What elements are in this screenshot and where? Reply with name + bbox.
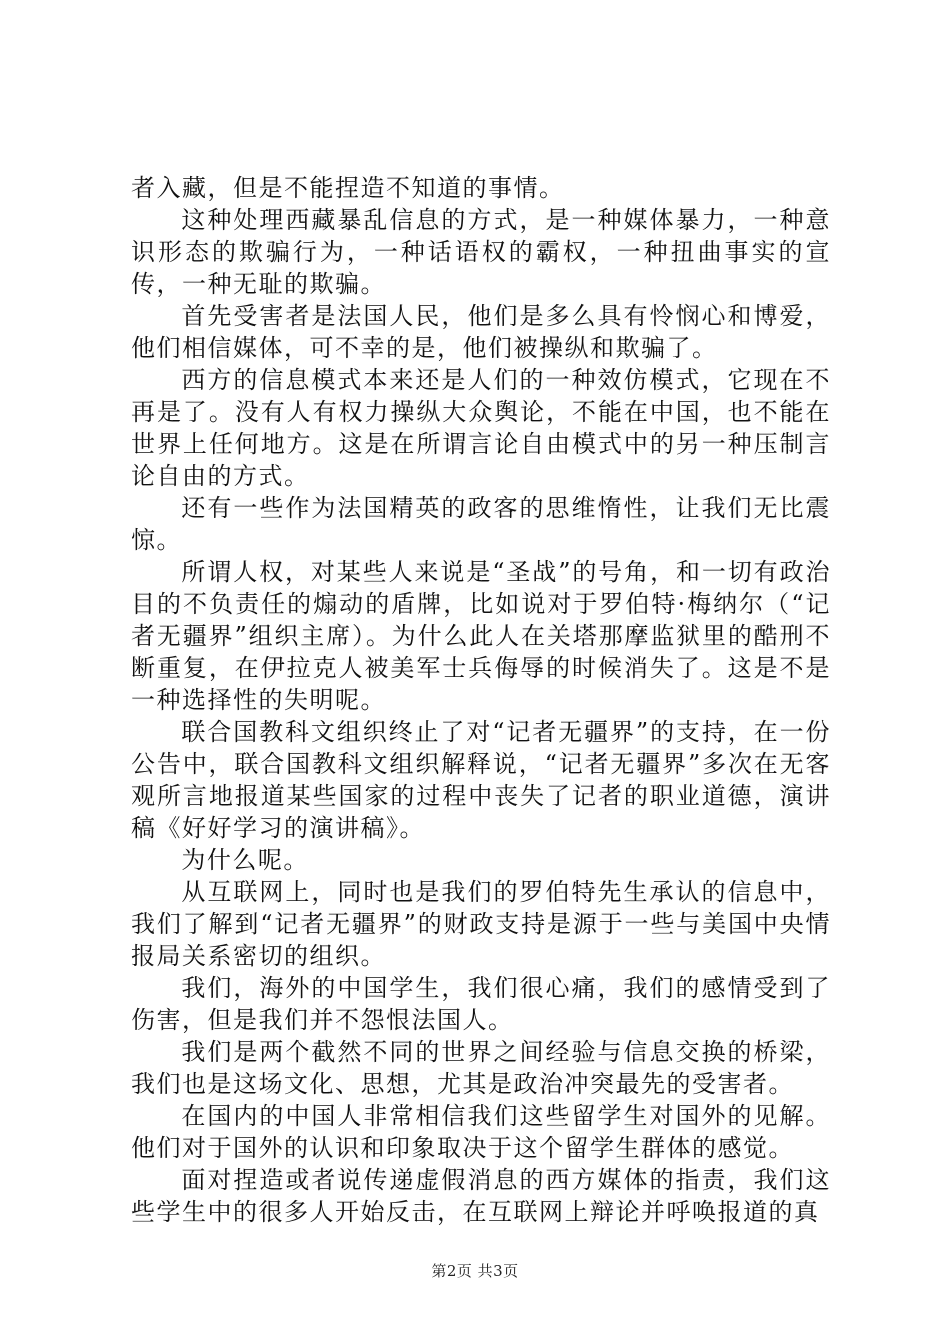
- paragraph: 还有一些作为法国精英的政客的思维惰性，让我们无比震惊。: [131, 494, 831, 554]
- paragraph: 所谓人权，对某些人来说是“圣战”的号角，和一切有政治目的不负责任的煽动的盾牌，比如说对于罗伯特·梅纳尔（“记者无疆界”组织主席）。为什么此人在关塔那摩监狱里的酷刑不断重复，在伊拉克人被美军士兵侮辱的时候消失了。这是不是一种选择性的失明呢。: [131, 558, 831, 714]
- paragraph: 面对捏造或者说传递虚假消息的西方媒体的指责，我们这些学生中的很多人开始反击，在互联网上辩论并呼唤报道的真: [131, 1166, 831, 1226]
- document-body: [131, 172, 831, 1228]
- paragraph: 我们，海外的中国学生，我们很心痛，我们的感情受到了伤害，但是我们并不怨恨法国人。: [131, 974, 831, 1034]
- paragraph: 从互联网上，同时也是我们的罗伯特先生承认的信息中，我们了解到“记者无疆界”的财政支持是源于一些与美国中央情报局关系密切的组织。: [131, 878, 831, 970]
- paragraph: 这种处理西藏暴乱信息的方式，是一种媒体暴力，一种意识形态的欺骗行为，一种话语权的霸权，一种扭曲事实的宣传，一种无耻的欺骗。: [131, 206, 831, 298]
- page-number-label: 第2页 共3页: [431, 1262, 519, 1280]
- paragraph: 为什么呢。: [181, 846, 309, 874]
- paragraph: 首先受害者是法国人民，他们是多么具有怜悯心和博爱，他们相信媒体，可不幸的是，他们被操纵和欺骗了。: [131, 302, 831, 362]
- paragraph: 我们是两个截然不同的世界之间经验与信息交换的桥梁，我们也是这场文化、思想，尤其是政治冲突最先的受害者。: [131, 1038, 831, 1098]
- paragraph-continued: 者入藏，但是不能捏造不知道的事情。: [131, 174, 565, 202]
- paragraph: 西方的信息模式本来还是人们的一种效仿模式，它现在不再是了。没有人有权力操纵大众舆论，不能在中国，也不能在世界上任何地方。这是在所谓言论自由模式中的另一种压制言论自由的方式。: [131, 366, 831, 490]
- paragraph: 在国内的中国人非常相信我们这些留学生对国外的见解。他们对于国外的认识和印象取决于这个留学生群体的感觉。: [131, 1102, 831, 1162]
- paragraph: 联合国教科文组织终止了对“记者无疆界”的支持，在一份公告中，联合国教科文组织解释说，“记者无疆界”多次在无客观所言地报道某些国家的过程中丧失了记者的职业道德，演讲稿《好好学习的演讲稿》。: [131, 718, 831, 842]
- page-footer: [0, 1260, 950, 1281]
